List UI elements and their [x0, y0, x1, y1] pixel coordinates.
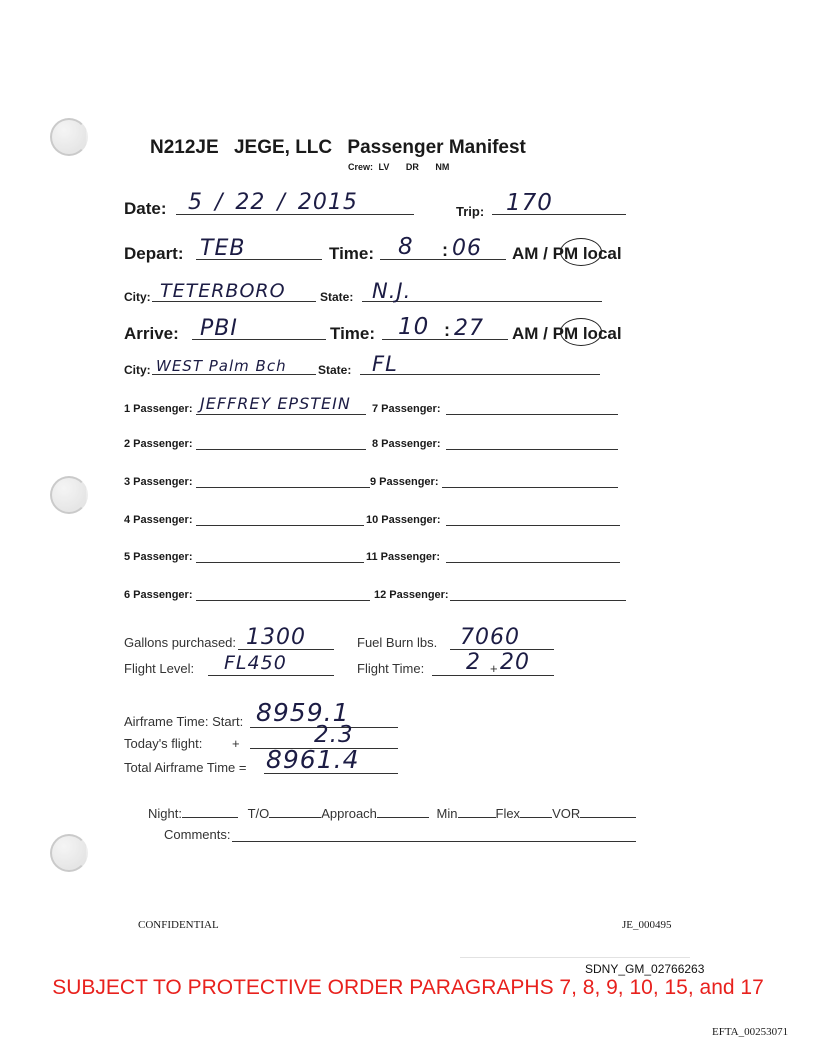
tail-number: N212JE — [150, 137, 219, 158]
total-airframe-value: 8961.4 — [266, 745, 360, 774]
flight-level-value: FL450 — [224, 652, 287, 674]
flight-time-minutes: 20 — [500, 650, 530, 675]
passenger-4-label: 4 Passenger: — [124, 514, 193, 526]
arrive-ampm-label: AM / PM local — [512, 324, 622, 343]
passenger-11-label: 11 Passenger: — [366, 551, 440, 563]
passenger-10-line — [446, 525, 620, 526]
airframe-start-value: 8959.1 — [256, 698, 350, 727]
flight-time-hours: 2 — [466, 650, 481, 675]
depart-state-value: N.J. — [372, 279, 412, 303]
vor-label: VOR — [552, 806, 581, 821]
arrive-label: Arrive: — [124, 324, 179, 343]
passenger-3-line — [196, 487, 370, 488]
flight-level-label: Flight Level: — [124, 661, 195, 676]
passenger-6-line — [196, 600, 370, 601]
crew-member: LV — [378, 162, 390, 172]
gallons-value: 1300 — [246, 625, 306, 650]
footer-rule — [460, 957, 690, 958]
punch-hole-top — [50, 118, 88, 156]
punch-hole-bottom — [50, 834, 88, 872]
passenger-9-line — [442, 487, 618, 488]
flight-level-line — [208, 675, 334, 676]
date-value: 5 / 22 / 2015 — [188, 190, 358, 215]
passenger-10-label: 10 Passenger: — [366, 514, 441, 526]
crew-label: Crew: — [348, 162, 374, 172]
comments-label: Comments: — [164, 827, 231, 842]
todays-flight-plus: + — [232, 736, 240, 751]
passenger-7-label: 7 Passenger: — [372, 403, 441, 415]
form-header — [150, 137, 526, 159]
depart-value: TEB — [200, 236, 246, 261]
passenger-6-label: 6 Passenger: — [124, 589, 193, 601]
night-label: Night: — [148, 806, 182, 821]
arrive-city-label: City: — [124, 363, 151, 377]
passenger-9-label: 9 Passenger: — [370, 476, 439, 488]
pm-circle-depart — [560, 238, 602, 266]
passenger-1-label: 1 Passenger: — [124, 403, 193, 415]
arrive-state-label: State: — [318, 363, 352, 377]
total-airframe-label: Total Airframe Time = — [124, 760, 247, 775]
passenger-5-label: 5 Passenger: — [124, 551, 193, 563]
company-name: JEGE, LLC — [233, 137, 333, 158]
bates-sdny: SDNY_GM_02766263 — [585, 962, 705, 976]
arrive-state-value: FL — [372, 352, 398, 376]
passenger-4-line — [196, 525, 364, 526]
arrive-time-label: Time: — [330, 324, 376, 343]
arrive-city-value: WEST Palm Bch — [156, 357, 287, 375]
depart-minute: 06 — [452, 236, 482, 261]
flex-label: Flex — [495, 806, 521, 821]
passenger-1-line — [196, 414, 366, 415]
approach-label: Approach — [321, 806, 377, 821]
crew-member: NM — [435, 162, 450, 172]
arrive-hour: 10 — [398, 314, 430, 340]
crew-row — [348, 162, 449, 172]
passenger-12-line — [450, 600, 626, 601]
comments-line — [232, 841, 636, 842]
depart-label: Depart: — [124, 244, 184, 263]
todays-flight-label: Today's flight: — [124, 736, 203, 751]
depart-time-label: Time: — [329, 244, 375, 263]
todays-flight-value: 2.3 — [314, 722, 354, 748]
trip-label: Trip: — [456, 204, 485, 219]
depart-city-value: TETERBORO — [160, 280, 286, 302]
protective-order-notice: SUBJECT TO PROTECTIVE ORDER PARAGRAPHS 7, 8, 9, 10, 15, and 17 — [52, 976, 764, 999]
approach-row — [148, 806, 636, 821]
to-label: T/O — [247, 806, 270, 821]
form-title: Passenger Manifest — [347, 137, 526, 158]
confidential-label: CONFIDENTIAL — [138, 919, 219, 931]
passenger-8-label: 8 Passenger: — [372, 438, 441, 450]
passenger-11-line — [446, 562, 620, 563]
passenger-2-line — [196, 449, 366, 450]
punch-hole-middle — [50, 476, 88, 514]
passenger-8-line — [446, 449, 618, 450]
passenger-3-label: 3 Passenger: — [124, 476, 193, 488]
depart-state-label: State: — [320, 290, 354, 304]
passenger-12-label: 12 Passenger: — [374, 589, 449, 601]
fuel-burn-label: Fuel Burn lbs. — [357, 635, 438, 650]
pm-circle-arrive — [560, 318, 602, 346]
arrive-value: PBI — [200, 316, 238, 341]
depart-ampm-label: AM / PM local — [512, 244, 622, 263]
passenger-7-line — [446, 414, 618, 415]
airframe-start-label: Airframe Time: Start: — [124, 714, 244, 729]
crew-member: DR — [405, 162, 419, 172]
flight-time-label: Flight Time: — [357, 661, 425, 676]
trip-value: 170 — [506, 190, 553, 216]
bates-efta: EFTA_00253071 — [712, 1026, 789, 1038]
fuel-burn-value: 7060 — [460, 625, 520, 650]
bates-je: JE_000495 — [622, 919, 672, 931]
passenger-5-line — [196, 562, 364, 563]
arrive-minute: 27 — [454, 316, 484, 341]
min-label: Min — [436, 806, 458, 821]
gallons-label: Gallons purchased: — [124, 635, 237, 650]
passenger-1-value: JEFFREY EPSTEIN — [200, 394, 351, 413]
date-label: Date: — [124, 199, 167, 218]
passenger-2-label: 2 Passenger: — [124, 438, 193, 450]
depart-hour: 8 — [398, 234, 414, 260]
depart-city-label: City: — [124, 290, 151, 304]
